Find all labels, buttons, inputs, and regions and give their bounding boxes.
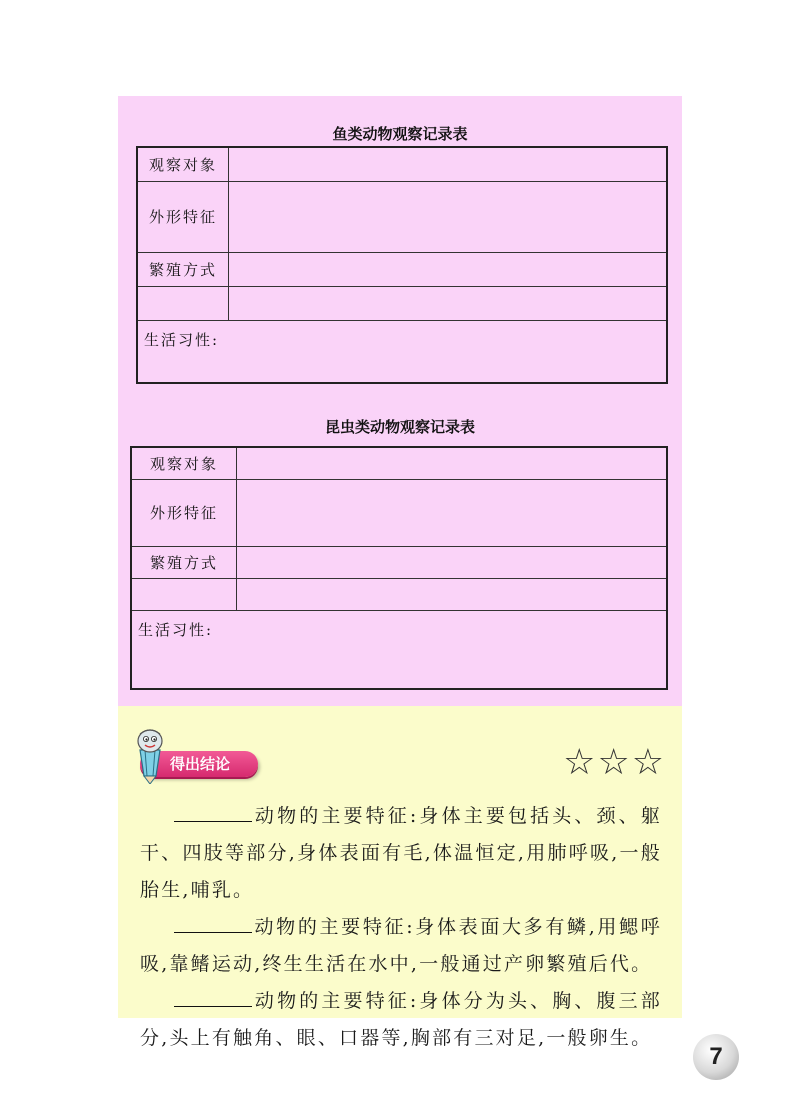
fish-fill-blank[interactable] <box>174 912 252 933</box>
insect-row-label-reproduction: 繁殖方式 <box>131 546 237 578</box>
observation-tables-panel <box>118 96 682 706</box>
insect-row-label-blank <box>131 578 237 610</box>
mammal-conclusion <box>140 798 662 909</box>
fish-blank-cell[interactable] <box>229 286 668 320</box>
fish-row-label-reproduction: 繁殖方式 <box>137 252 229 286</box>
fish-row-label-shape: 外形特征 <box>137 181 229 252</box>
fish-object-cell[interactable] <box>229 147 668 181</box>
page-number: 7 <box>693 1034 739 1080</box>
insect-habit-cell[interactable]: 生活习性: <box>131 610 667 689</box>
insect-row-label-shape: 外形特征 <box>131 479 237 546</box>
fish-conclusion <box>140 909 662 983</box>
fish-conclusion-text: 动物的主要特征:身体表面大多有鳞,用鳃呼吸,靠鳍运动,终生生活在水中,一般通过产卵繁殖后代。 <box>140 916 662 975</box>
insect-row-label-object: 观察对象 <box>131 447 237 479</box>
insect-object-cell[interactable] <box>237 447 668 479</box>
insect-blank-cell[interactable] <box>237 578 668 610</box>
insect-shape-cell[interactable] <box>237 479 668 546</box>
fish-shape-cell[interactable] <box>229 181 668 252</box>
insect-table-title: 昆虫类动物观察记录表 <box>324 418 475 436</box>
fish-reproduction-cell[interactable] <box>229 252 668 286</box>
conclusion-text <box>140 798 662 1057</box>
difficulty-stars: ☆☆☆ <box>563 742 666 783</box>
fish-habit-cell[interactable]: 生活习性: <box>137 320 667 383</box>
insect-fill-blank[interactable] <box>174 986 252 1007</box>
insect-conclusion-text: 动物的主要特征:身体分为头、胸、腹三部分,头上有触角、眼、口器等,胸部有三对足,一般卵生。 <box>140 990 662 1049</box>
mammal-conclusion-text: 动物的主要特征:身体主要包括头、颈、躯干、四肢等部分,身体表面有毛,体温恒定,用肺呼吸,一般胎生,哺乳。 <box>140 805 662 901</box>
insect-conclusion <box>140 983 662 1057</box>
insect-reproduction-cell[interactable] <box>237 546 668 578</box>
fish-table-title: 鱼类动物观察记录表 <box>332 125 468 143</box>
conclusion-badge: 得出结论 <box>140 751 258 777</box>
conclusion-panel <box>118 706 682 1049</box>
fish-row-label-blank <box>137 286 229 320</box>
mammal-fill-blank[interactable] <box>174 801 252 822</box>
fish-row-label-object: 观察对象 <box>137 147 229 181</box>
insect-observation-table <box>130 446 668 690</box>
fish-observation-table <box>136 146 668 384</box>
pencil-mascot-icon <box>132 726 168 784</box>
